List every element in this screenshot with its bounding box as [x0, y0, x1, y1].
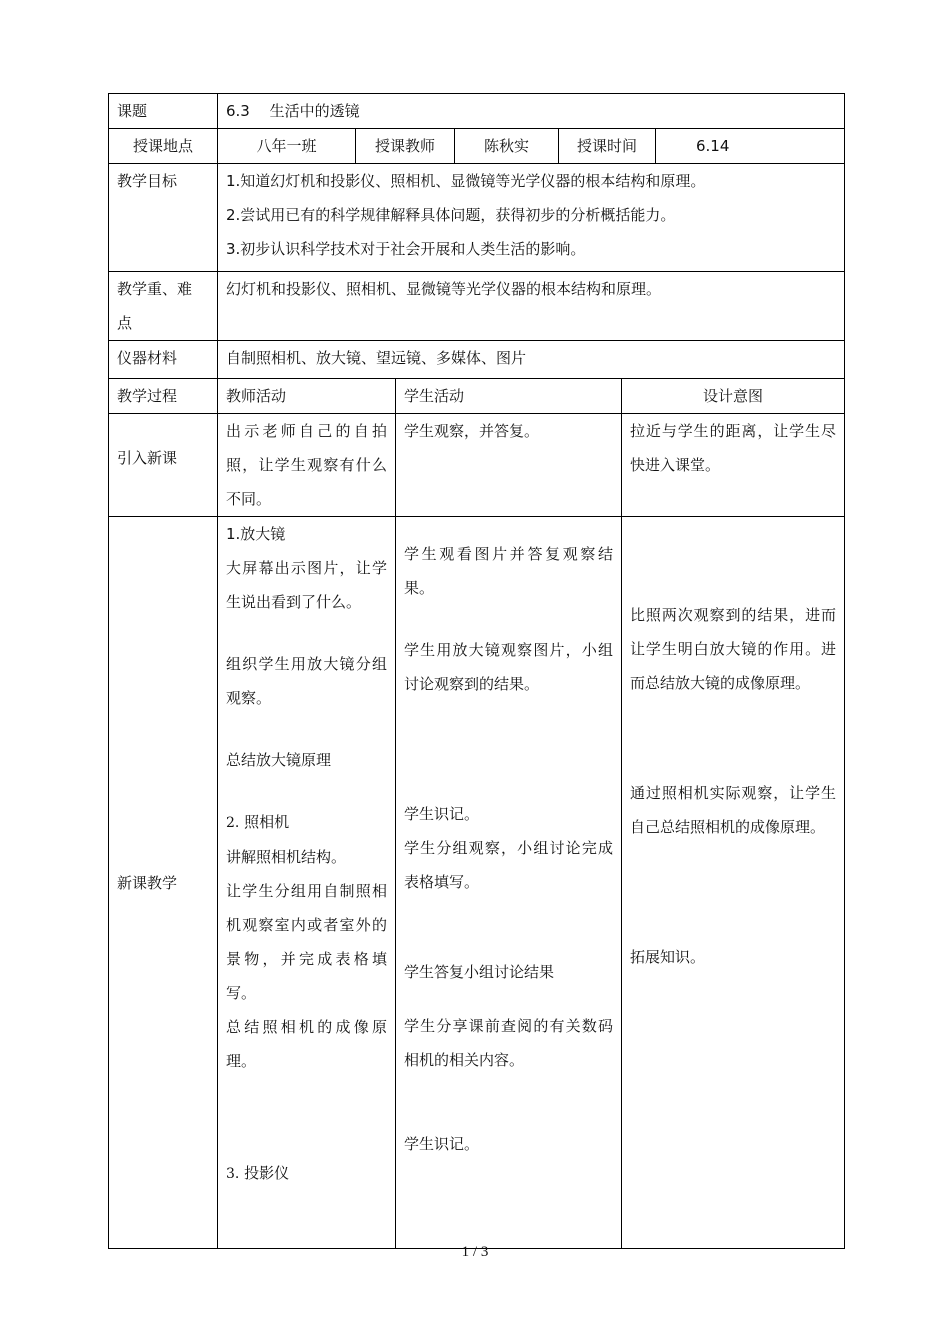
topic-value: 6.3 生活中的透镜	[218, 94, 845, 129]
new-lesson-row	[109, 517, 845, 1249]
design-note: 通过照相机实际观察，让学生自己总结照相机的成像原理。	[630, 784, 837, 836]
materials-value: 自制照相机、放大镜、望远镜、多媒体、图片	[218, 341, 845, 379]
student-step: 学生识记。	[404, 1135, 480, 1153]
new-lesson-student	[396, 517, 622, 1249]
time-value: 6.14	[655, 129, 804, 163]
info-inner-row	[218, 129, 844, 163]
student-step: 学生识记。	[404, 805, 480, 823]
teacher-step	[226, 805, 387, 840]
goals-label: 教学目标	[109, 164, 218, 272]
intro-student: 学生观察，并答复。	[396, 414, 622, 517]
goal-item: 1.知道幻灯机和投影仪、照相机、显微镜等光学仪器的根本结构和原理。	[226, 172, 706, 190]
student-activity-header: 学生活动	[396, 379, 622, 414]
key-points-label-line: 点	[117, 314, 133, 332]
key-points-value: 幻灯机和投影仪、照相机、显微镜等光学仪器的根本结构和原理。	[218, 272, 845, 341]
design-note: 比照两次观察到的结果，进而让学生明白放大镜的作用。进而总结放大镜的成像原理。	[630, 606, 837, 692]
student-step: 学生用放大镜观察图片，小组讨论观察到的结果。	[404, 641, 613, 693]
teacher-step-number: 2.	[226, 815, 240, 831]
intro-design: 拉近与学生的距离，让学生尽快进入课堂。	[622, 414, 845, 517]
goals-row	[109, 164, 845, 272]
design-intent-header: 设计意图	[622, 379, 845, 414]
student-step: 学生分享课前查阅的有关数码相机的相关内容。	[404, 1017, 613, 1069]
student-step: 学生观看图片并答复观察结果。	[404, 545, 613, 597]
design-note: 拓展知识。	[630, 948, 706, 966]
lesson-plan-table	[108, 93, 845, 1249]
student-step: 学生答复小组讨论结果	[404, 963, 555, 981]
new-lesson-label: 新课教学	[109, 517, 218, 1249]
new-lesson-teacher	[218, 517, 396, 1249]
teacher-step: 组织学生用放大镜分组观察。	[226, 655, 387, 707]
teacher-step: 让学生分组用自制照相机观察室内或者室外的景物，并完成表格填写。	[226, 882, 387, 1002]
goals-list	[218, 164, 845, 272]
teacher-step	[226, 1156, 387, 1191]
info-row	[109, 129, 845, 164]
process-header-row	[109, 379, 845, 414]
topic-label: 课题	[109, 94, 218, 129]
key-points-row	[109, 272, 845, 341]
location-label: 授课地点	[109, 129, 218, 164]
teacher-step: 讲解照相机结构。	[226, 848, 347, 866]
student-step: 学生分组观察，小组讨论完成表格填写。	[404, 839, 613, 891]
teacher-step-number: 3.	[226, 1166, 240, 1182]
teacher-activity-header: 教师活动	[218, 379, 396, 414]
materials-label: 仪器材料	[109, 341, 218, 379]
intro-label: 引入新课	[109, 414, 218, 517]
key-points-label-line: 教学重、难	[117, 280, 193, 298]
teacher-label: 授课教师	[355, 129, 454, 163]
teacher-value: 陈秋实	[454, 129, 558, 163]
intro-row	[109, 414, 845, 517]
process-label: 教学过程	[109, 379, 218, 414]
goal-item: 3.初步认识科学技术对于社会开展和人类生活的影响。	[226, 240, 586, 258]
teacher-step: 总结照相机的成像原理。	[226, 1018, 387, 1070]
new-lesson-design	[622, 517, 845, 1249]
topic-row	[109, 94, 845, 129]
teacher-step: 总结放大镜原理	[226, 751, 332, 769]
teacher-step: 大屏幕出示图片，让学生说出看到了什么。	[226, 559, 387, 611]
materials-row	[109, 341, 845, 379]
key-points-label	[109, 272, 218, 341]
page-number: 1 / 3	[461, 1244, 489, 1260]
teacher-step: 1.放大镜	[226, 525, 286, 543]
location-value: 八年一班	[256, 137, 317, 155]
goal-item: 2.尝试用已有的科学规律解释具体问题，获得初步的分析概括能力。	[226, 206, 676, 224]
teacher-step-text: 照相机	[239, 813, 290, 831]
intro-teacher: 出示老师自己的自拍照，让学生观察有什么不同。	[218, 414, 396, 517]
time-label: 授课时间	[558, 129, 655, 163]
teacher-step-text: 投影仪	[239, 1164, 290, 1182]
